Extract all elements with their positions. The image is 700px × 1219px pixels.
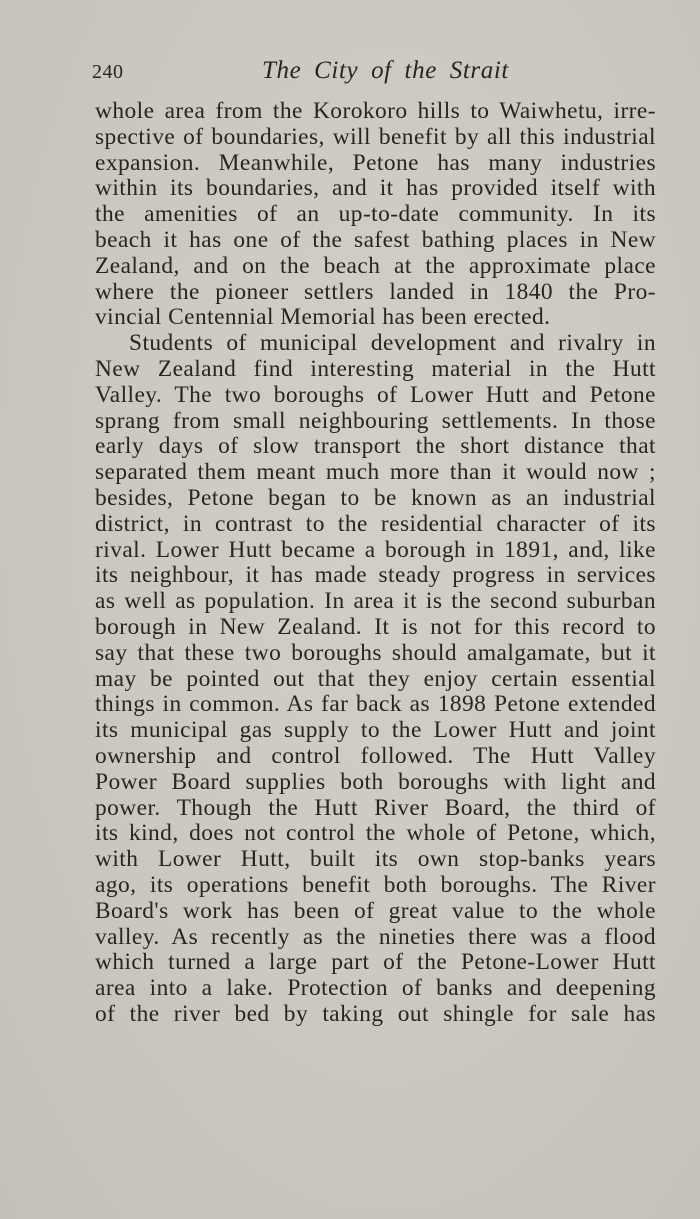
text-line: Board's work has been of great value to the whole <box>95 897 656 924</box>
text-line: say that these two boroughs should amalgamate, but it <box>95 639 656 666</box>
page-number: 240 <box>92 61 124 83</box>
text-line: of the river bed by taking out shingle for sale has <box>95 1000 656 1027</box>
text-line: early days of slow transport the short distance that <box>95 433 656 460</box>
paragraph-end-line: vincial Centennial Memorial has been erected. <box>95 304 551 331</box>
text-line: within its boundaries, and it has provided itself with <box>95 175 656 202</box>
text-line: borough in New Zealand. It is not for this record to <box>95 613 656 640</box>
text-line: power. Though the Hutt River Board, the third of <box>95 794 656 821</box>
text-line: its neighbour, it has made steady progress in services <box>95 562 656 589</box>
text-line: Valley. The two boroughs of Lower Hutt and Petone <box>95 381 656 408</box>
text-line: rival. Lower Hutt became a borough in 1891, and, like <box>95 536 656 563</box>
text-line: district, in contrast to the residential character of its <box>95 510 656 537</box>
text-line: Zealand, and on the beach at the approximate place <box>95 252 656 279</box>
text-line: Power Board supplies both boroughs with light and <box>95 768 656 795</box>
text-line: with Lower Hutt, built its own stop-banks years <box>95 846 656 873</box>
text-line: ago, its operations benefit both boroughs. The River <box>95 871 656 898</box>
text-line: sprang from small neighbouring settlements. In those <box>95 407 656 434</box>
page-header <box>0 55 700 91</box>
text-line: area into a lake. Protection of banks and deepening <box>95 975 656 1002</box>
paragraph-first-line: Students of municipal development and rivalry in <box>129 330 656 357</box>
text-line: where the pioneer settlers landed in 1840 the Pro- <box>95 278 656 305</box>
text-line: things in common. As far back as 1898 Petone extended <box>95 691 656 718</box>
text-line: expansion. Meanwhile, Petone has many industries <box>95 149 656 176</box>
text-line: New Zealand find interesting material in the Hutt <box>95 355 656 382</box>
text-line: beach it has one of the safest bathing places in New <box>95 226 656 253</box>
text-line: its municipal gas supply to the Lower Hutt and joint <box>95 717 656 744</box>
text-line: besides, Petone began to be known as an industrial <box>95 484 656 511</box>
text-line: spective of boundaries, will benefit by all this industrial <box>95 123 656 150</box>
text-line: as well as population. In area it is the second suburban <box>95 588 656 615</box>
text-line: the amenities of an up-to-date community. In its <box>95 201 656 228</box>
running-title: The City of the Strait <box>262 57 509 84</box>
text-line: ownership and control followed. The Hutt Valley <box>95 742 656 769</box>
text-line: whole area from the Korokoro hills to Waiwhetu, irre- <box>95 98 656 124</box>
body-text <box>95 99 656 1028</box>
text-line: its kind, does not control the whole of Petone, which, <box>95 820 656 847</box>
text-line: separated them meant much more than it would now ; <box>95 459 656 486</box>
text-line: may be pointed out that they enjoy certain essential <box>95 665 656 692</box>
text-line: which turned a large part of the Petone-Lower Hutt <box>95 949 656 976</box>
text-line: valley. As recently as the nineties there was a flood <box>95 923 656 950</box>
